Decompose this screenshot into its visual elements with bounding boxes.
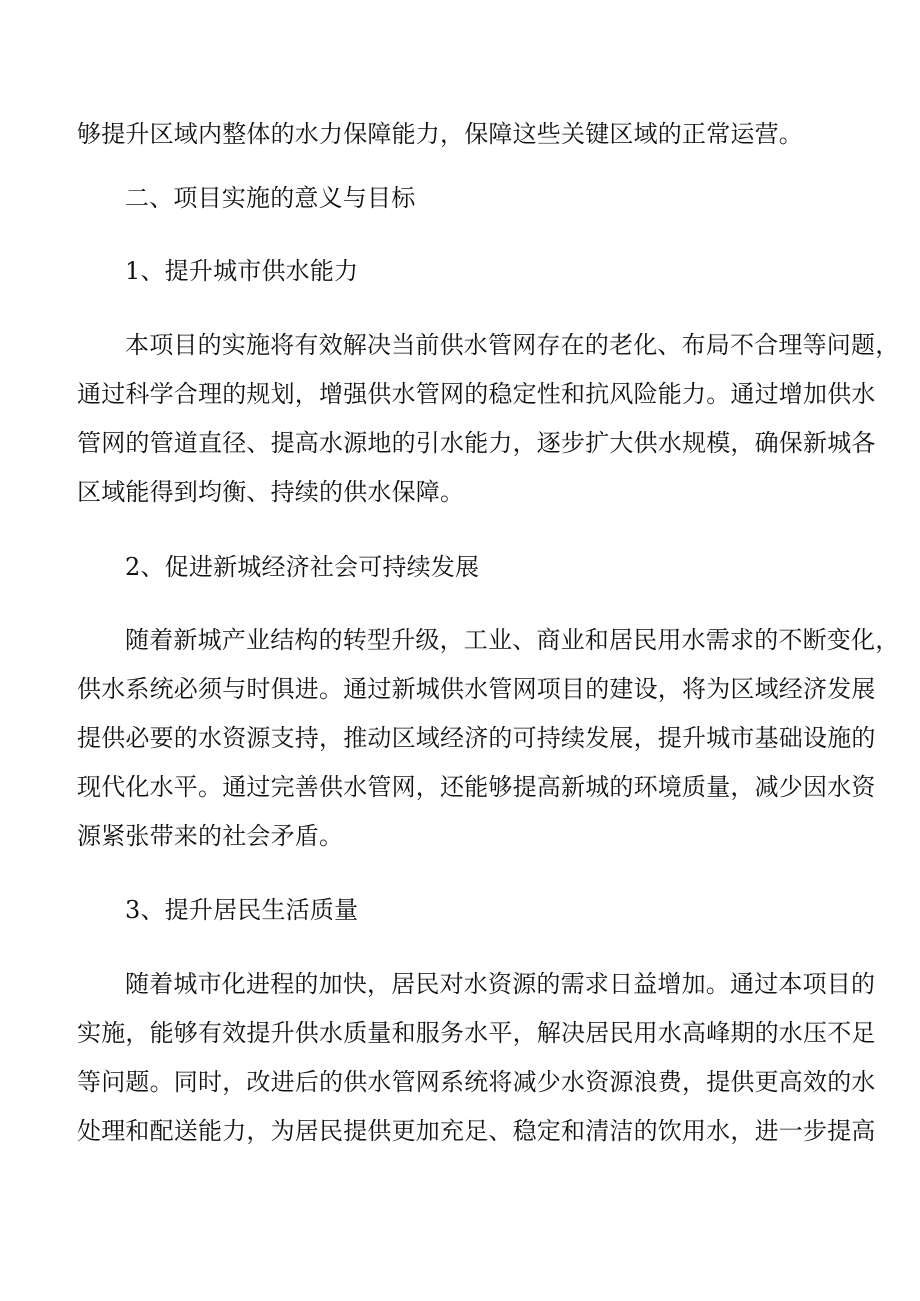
paragraph-line: 随着城市化进程的加快，居民对水资源的需求日益增加。通过本项目的: [125, 970, 876, 998]
paragraph-line: 管网的管道直径、提高水源地的引水能力，逐步扩大供水规模，确保新城各: [77, 429, 876, 457]
paragraph-line: 等问题。同时，改进后的供水管网系统将减少水资源浪费，提供更高效的水: [77, 1068, 876, 1096]
paragraph-line: 供水系统必须与时俱进。通过新城供水管网项目的建设，将为区域经济发展: [77, 675, 876, 703]
paragraph-line: 区域能得到均衡、持续的供水保障。: [77, 478, 465, 506]
paragraph-line: 源紧张带来的社会矛盾。: [77, 822, 344, 850]
subsection-heading-3: 3、提升居民生活质量: [125, 896, 359, 924]
paragraph-line: 随着新城产业结构的转型升级，工业、商业和居民用水需求的不断变化，: [125, 626, 900, 654]
paragraph-intro-tail: 够提升区域内整体的水力保障能力，保障这些关键区域的正常运营。: [77, 120, 803, 148]
paragraph-line: 现代化水平。通过完善供水管网，还能够提高新城的环境质量，减少因水资: [77, 773, 876, 801]
paragraph-line: 本项目的实施将有效解决当前供水管网存在的老化、布局不合理等问题，: [125, 331, 900, 359]
paragraph-line: 通过科学合理的规划，增强供水管网的稳定性和抗风险能力。通过增加供水: [77, 380, 876, 408]
paragraph-line: 提供必要的水资源支持，推动区域经济的可持续发展，提升城市基础设施的: [77, 724, 876, 752]
subsection-heading-1: 1、提升城市供水能力: [125, 257, 359, 285]
paragraph-line: 实施，能够有效提升供水质量和服务水平，解决居民用水高峰期的水压不足: [77, 1019, 876, 1047]
paragraph-line: 处理和配送能力，为居民提供更加充足、稳定和清洁的饮用水，进一步提高: [77, 1117, 876, 1145]
section-heading: 二、项目实施的意义与目标: [125, 184, 416, 212]
subsection-heading-2: 2、促进新城经济社会可持续发展: [125, 553, 480, 581]
